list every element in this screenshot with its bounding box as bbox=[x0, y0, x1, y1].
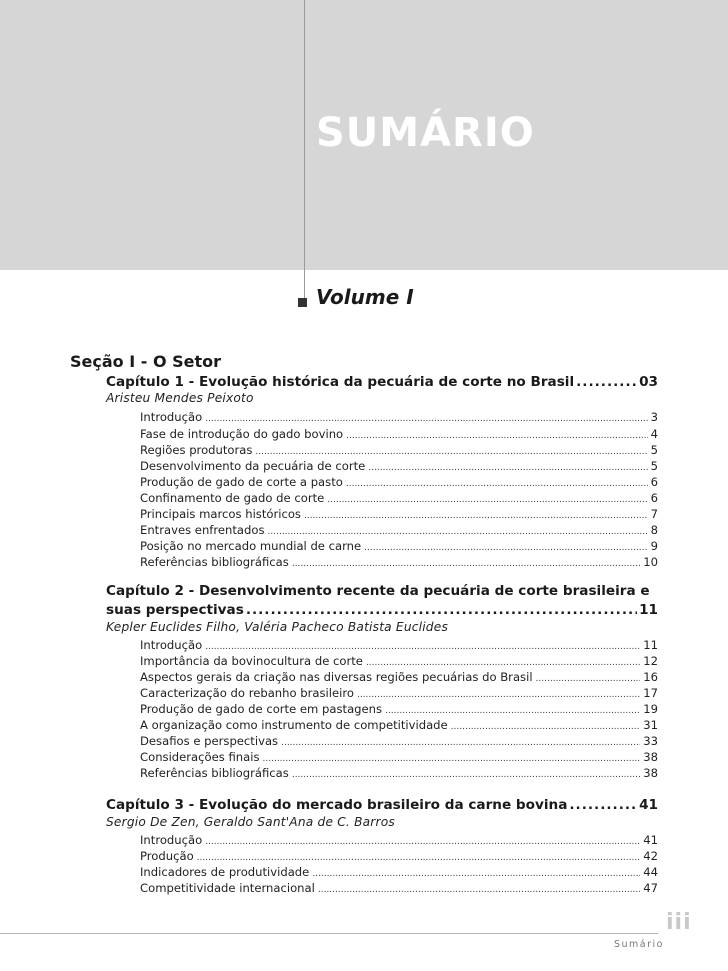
toc-entry[interactable] bbox=[140, 654, 658, 668]
entry-page: 47 bbox=[643, 881, 658, 895]
chapter-page: 03 bbox=[639, 374, 658, 390]
entry-page: 17 bbox=[643, 686, 658, 700]
toc-entry[interactable] bbox=[140, 849, 658, 863]
footer-divider bbox=[0, 933, 658, 934]
entry-label: Referências bibliográficas bbox=[140, 555, 289, 569]
leader-dots bbox=[246, 602, 637, 618]
entry-label: Referências bibliográficas bbox=[140, 766, 289, 780]
entry-label: Aspectos gerais da criação nas diversas regiões pecuárias do Brasil bbox=[140, 670, 533, 684]
entry-label: Produção de gado de corte em pastagens bbox=[140, 702, 383, 716]
entry-label: Introdução bbox=[140, 833, 203, 847]
leader-dots bbox=[205, 837, 640, 847]
entry-page: 16 bbox=[643, 670, 658, 684]
entry-label: Confinamento de gado de corte bbox=[140, 491, 325, 505]
entry-label: Introdução bbox=[140, 410, 203, 424]
entry-label: Regiões produtoras bbox=[140, 443, 253, 457]
entry-page: 5 bbox=[650, 459, 658, 473]
toc-chapter-2[interactable] bbox=[106, 602, 658, 618]
entry-label: Competitividade internacional bbox=[140, 881, 315, 895]
toc-entry[interactable] bbox=[140, 750, 658, 764]
entry-page: 11 bbox=[643, 638, 658, 652]
entry-label: Entraves enfrentados bbox=[140, 523, 265, 537]
toc-entry[interactable] bbox=[140, 523, 658, 537]
entry-label: A organização como instrumento de competitividade bbox=[140, 718, 448, 732]
entry-label: Considerações finais bbox=[140, 750, 260, 764]
leader-dots bbox=[304, 511, 648, 521]
leader-dots bbox=[536, 674, 641, 684]
toc-entry[interactable] bbox=[140, 638, 658, 652]
toc-entry[interactable] bbox=[140, 443, 658, 457]
leader-dots bbox=[366, 658, 640, 668]
leader-dots bbox=[292, 770, 640, 780]
page-title: SUMÁRIO bbox=[316, 110, 535, 156]
section-heading: Seção I - O Setor bbox=[70, 352, 222, 371]
leader-dots bbox=[268, 527, 648, 537]
bullet-square-icon bbox=[298, 298, 307, 307]
toc-entry[interactable] bbox=[140, 475, 658, 489]
chapter-page: 41 bbox=[639, 797, 658, 813]
entry-page: 6 bbox=[650, 491, 658, 505]
leader-dots bbox=[346, 431, 647, 441]
entry-page: 33 bbox=[643, 734, 658, 748]
leader-dots bbox=[327, 495, 647, 505]
toc-entry[interactable] bbox=[140, 491, 658, 505]
entry-page: 19 bbox=[643, 702, 658, 716]
chapter-authors: Kepler Euclides Filho, Valéria Pacheco Batista Euclides bbox=[106, 620, 448, 634]
entry-page: 38 bbox=[643, 766, 658, 780]
leader-dots bbox=[205, 414, 647, 424]
toc-entry[interactable] bbox=[140, 865, 658, 879]
leader-dots bbox=[368, 463, 647, 473]
leader-dots bbox=[312, 869, 640, 879]
leader-dots bbox=[357, 690, 640, 700]
chapter-page: 11 bbox=[639, 602, 658, 618]
chapter-title-continued: suas perspectivas bbox=[106, 602, 244, 618]
chapter-authors: Sergio De Zen, Geraldo Sant'Ana de C. Barros bbox=[106, 815, 395, 829]
entry-page: 8 bbox=[650, 523, 658, 537]
entry-page: 7 bbox=[650, 507, 658, 521]
toc-entry[interactable] bbox=[140, 555, 658, 569]
leader-dots bbox=[255, 447, 647, 457]
chapter-title: Capítulo 1 - Evolução histórica da pecuária de corte no Brasil bbox=[106, 374, 575, 390]
leader-dots bbox=[385, 706, 640, 716]
chapter-title: Capítulo 3 - Evolução do mercado brasileiro da carne bovina bbox=[106, 797, 568, 813]
entry-page: 9 bbox=[650, 539, 658, 553]
toc-entry[interactable] bbox=[140, 833, 658, 847]
toc-entry[interactable] bbox=[140, 686, 658, 700]
toc-entry[interactable] bbox=[140, 881, 658, 895]
entry-label: Desafios e perspectivas bbox=[140, 734, 279, 748]
leader-dots bbox=[569, 797, 637, 813]
leader-dots bbox=[318, 885, 640, 895]
leader-dots bbox=[451, 722, 641, 732]
toc-entry[interactable] bbox=[140, 734, 658, 748]
leader-dots bbox=[576, 374, 637, 390]
chapter-title[interactable]: Capítulo 2 - Desenvolvimento recente da pecuária de corte brasileira e bbox=[106, 583, 650, 599]
toc-entry[interactable] bbox=[140, 410, 658, 424]
entry-page: 31 bbox=[643, 718, 658, 732]
chapter-authors: Aristeu Mendes Peixoto bbox=[106, 391, 254, 405]
toc-entry[interactable] bbox=[140, 766, 658, 780]
volume-heading: Volume I bbox=[316, 285, 414, 309]
page-number: iii bbox=[666, 910, 692, 935]
leader-dots bbox=[364, 543, 647, 553]
entry-label: Caracterização do rebanho brasileiro bbox=[140, 686, 354, 700]
leader-dots bbox=[197, 853, 641, 863]
leader-dots bbox=[263, 754, 641, 764]
entry-page: 3 bbox=[650, 410, 658, 424]
entry-page: 4 bbox=[650, 427, 658, 441]
entry-page: 5 bbox=[650, 443, 658, 457]
entry-label: Posição no mercado mundial de carne bbox=[140, 539, 362, 553]
entry-label: Produção de gado de corte a pasto bbox=[140, 475, 343, 489]
toc-chapter-3[interactable] bbox=[106, 797, 658, 813]
entry-page: 12 bbox=[643, 654, 658, 668]
toc-entry[interactable] bbox=[140, 670, 658, 684]
leader-dots bbox=[346, 479, 648, 489]
entry-page: 42 bbox=[643, 849, 658, 863]
entry-label: Importância da bovinocultura de corte bbox=[140, 654, 363, 668]
entry-label: Desenvolvimento da pecuária de corte bbox=[140, 459, 366, 473]
toc-entry[interactable] bbox=[140, 718, 658, 732]
toc-entry[interactable] bbox=[140, 702, 658, 716]
leader-dots bbox=[205, 642, 640, 652]
toc-chapter-1[interactable] bbox=[106, 374, 658, 390]
entry-page: 10 bbox=[643, 555, 658, 569]
entry-label: Introdução bbox=[140, 638, 203, 652]
entry-page: 38 bbox=[643, 750, 658, 764]
entry-label: Fase de introdução do gado bovino bbox=[140, 427, 344, 441]
entry-page: 41 bbox=[643, 833, 658, 847]
entry-page: 44 bbox=[643, 865, 658, 879]
entry-label: Principais marcos históricos bbox=[140, 507, 301, 521]
toc-entry[interactable] bbox=[140, 427, 658, 441]
entry-page: 6 bbox=[650, 475, 658, 489]
entry-label: Indicadores de produtividade bbox=[140, 865, 310, 879]
header-divider-line bbox=[304, 0, 305, 303]
leader-dots bbox=[281, 738, 640, 748]
toc-entry[interactable] bbox=[140, 539, 658, 553]
toc-entry[interactable] bbox=[140, 507, 658, 521]
footer-section-label: Sumário bbox=[614, 939, 664, 950]
leader-dots bbox=[292, 559, 640, 569]
toc-entry[interactable] bbox=[140, 459, 658, 473]
entry-label: Produção bbox=[140, 849, 194, 863]
